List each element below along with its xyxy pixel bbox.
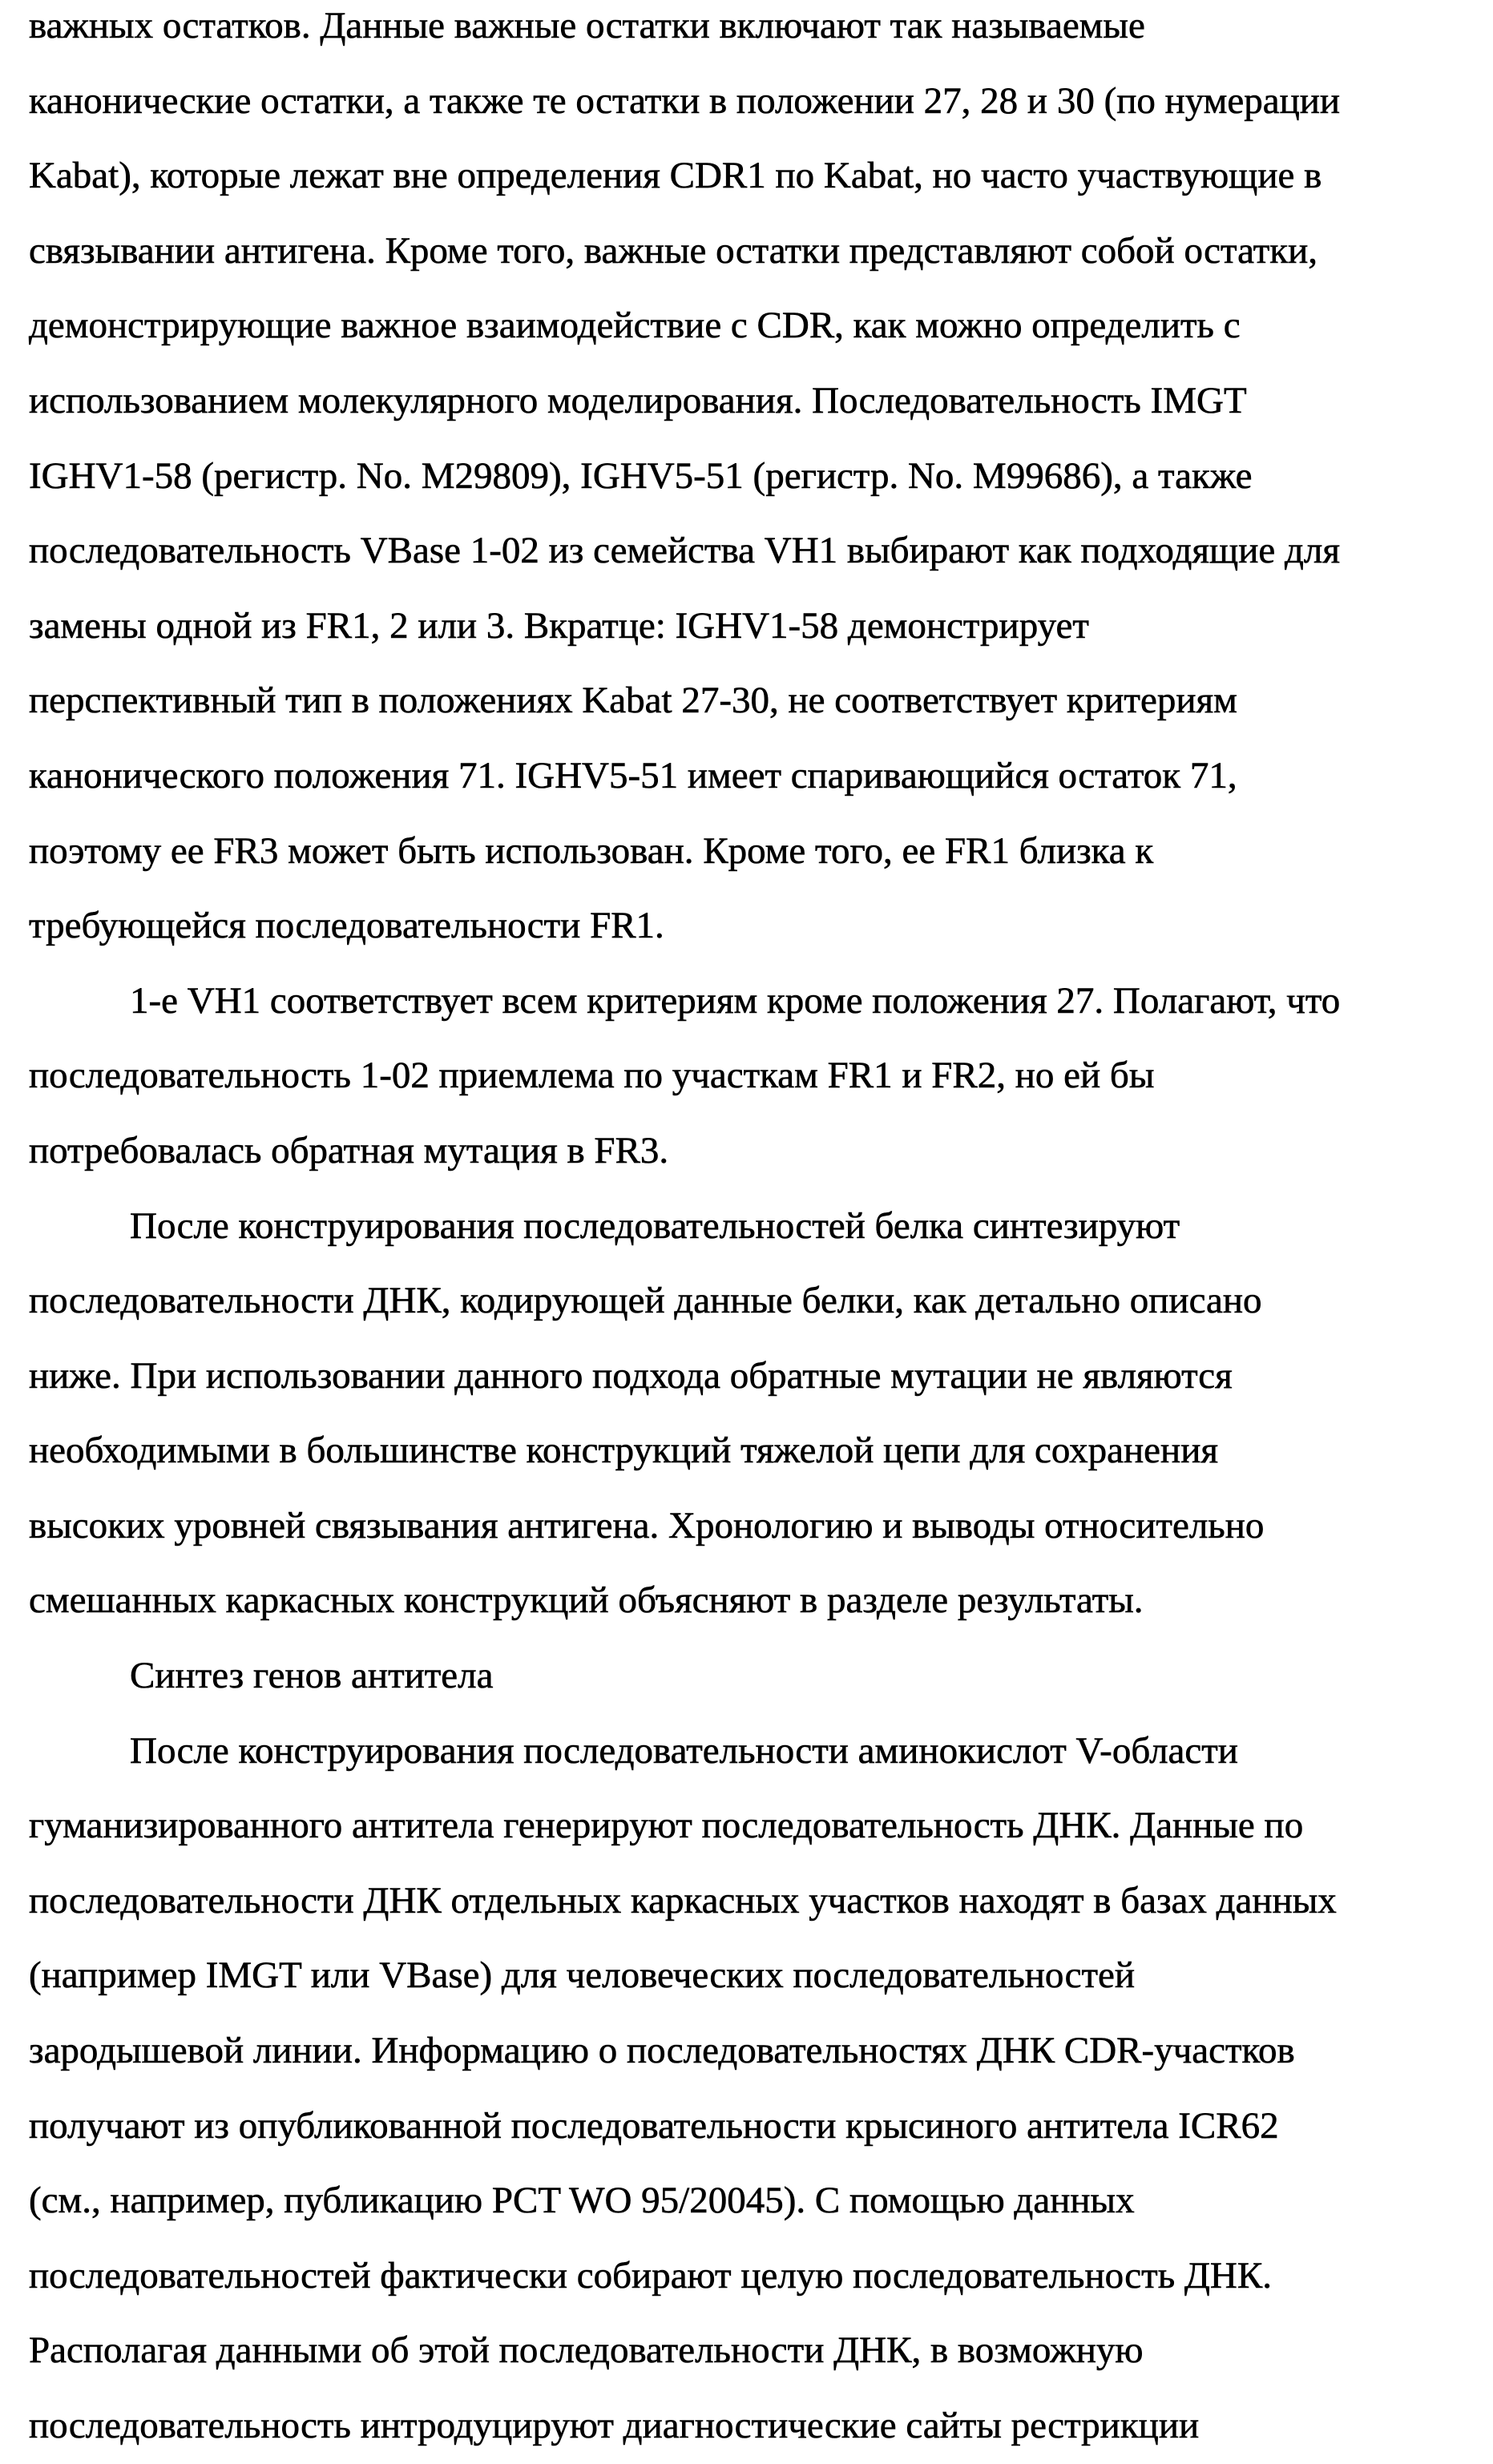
text-line: Синтез генов антитела [29,1639,1479,1714]
text-line: важных остатков. Данные важные остатки включают так называемые [29,0,1479,64]
text-line: использованием молекулярного моделирования. Последовательность IMGT [29,364,1479,439]
text-line: получают из опубликованной последовательности крысиного антитела ICR62 [29,2089,1479,2164]
text-line: связывании антигена. Кроме того, важные остатки представляют собой остатки, [29,214,1479,289]
text-line: демонстрирующие важное взаимодействие с CDR, как можно определить с [29,288,1479,364]
document-page [29,0,1479,2464]
text-line: IGHV1-58 (регистр. No. M29809), IGHV5-51 (регистр. No. M99686), а также [29,439,1479,514]
text-line: последовательность интродуцируют диагностические сайты рестрикции [29,2389,1479,2464]
text-line: поэтому ее FR3 может быть использован. Кроме того, ее FR1 близка к [29,814,1479,889]
text-line: последовательность VBase 1-02 из семейства VH1 выбирают как подходящие для [29,514,1479,589]
text-line: зародышевой линии. Информацию о последовательностях ДНК CDR-участков [29,2014,1479,2089]
text-line: перспективный тип в положениях Kabat 27-30, не соответствует критериям [29,663,1479,739]
text-line: необходимыми в большинстве конструкций тяжелой цепи для сохранения [29,1413,1479,1489]
text-line: последовательность 1-02 приемлема по участкам FR1 и FR2, но ей бы [29,1038,1479,1114]
text-line: потребовалась обратная мутация в FR3. [29,1114,1479,1189]
text-line: последовательности ДНК отдельных каркасных участков находят в базах данных [29,1864,1479,1939]
section-heading [29,1639,1479,1714]
text-line: канонического положения 71. IGHV5-51 имеет спаривающийся остаток 71, [29,739,1479,814]
text-line: ниже. При использовании данного подхода обратные мутации не являются [29,1339,1479,1414]
text-line: Располагая данными об этой последовательности ДНК, в возможную [29,2313,1479,2389]
text-line: После конструирования последовательности аминокислот V-области [29,1714,1479,1789]
paragraph [29,1189,1479,1639]
text-line: требующейся последовательности FR1. [29,889,1479,964]
text-line: гуманизированного антитела генерируют последовательность ДНК. Данные по [29,1789,1479,1864]
text-line: (например IMGT или VBase) для человеческих последовательностей [29,1938,1479,2014]
text-line: После конструирования последовательностей белка синтезируют [29,1189,1479,1264]
text-line: последовательностей фактически собирают целую последовательность ДНК. [29,2239,1479,2314]
paragraph [29,964,1479,1189]
text-line: Kabat), которые лежат вне определения CDR1 по Kabat, но часто участвующие в [29,139,1479,214]
text-line: высоких уровней связывания антигена. Хронологию и выводы относительно [29,1489,1479,1564]
paragraph [29,0,1479,964]
text-line: последовательности ДНК, кодирующей данные белки, как детально описано [29,1264,1479,1339]
text-line: 1-е VH1 соответствует всем критериям кроме положения 27. Полагают, что [29,964,1479,1039]
text-line: (см., например, публикацию PCT WO 95/20045). С помощью данных [29,2164,1479,2239]
paragraph [29,1714,1479,2464]
text-line: канонические остатки, а также те остатки в положении 27, 28 и 30 (по нумерации [29,64,1479,139]
text-line: смешанных каркасных конструкций объясняют в разделе результаты. [29,1563,1479,1639]
text-line: замены одной из FR1, 2 или 3. Вкратце: IGHV1-58 демонстрирует [29,589,1479,664]
